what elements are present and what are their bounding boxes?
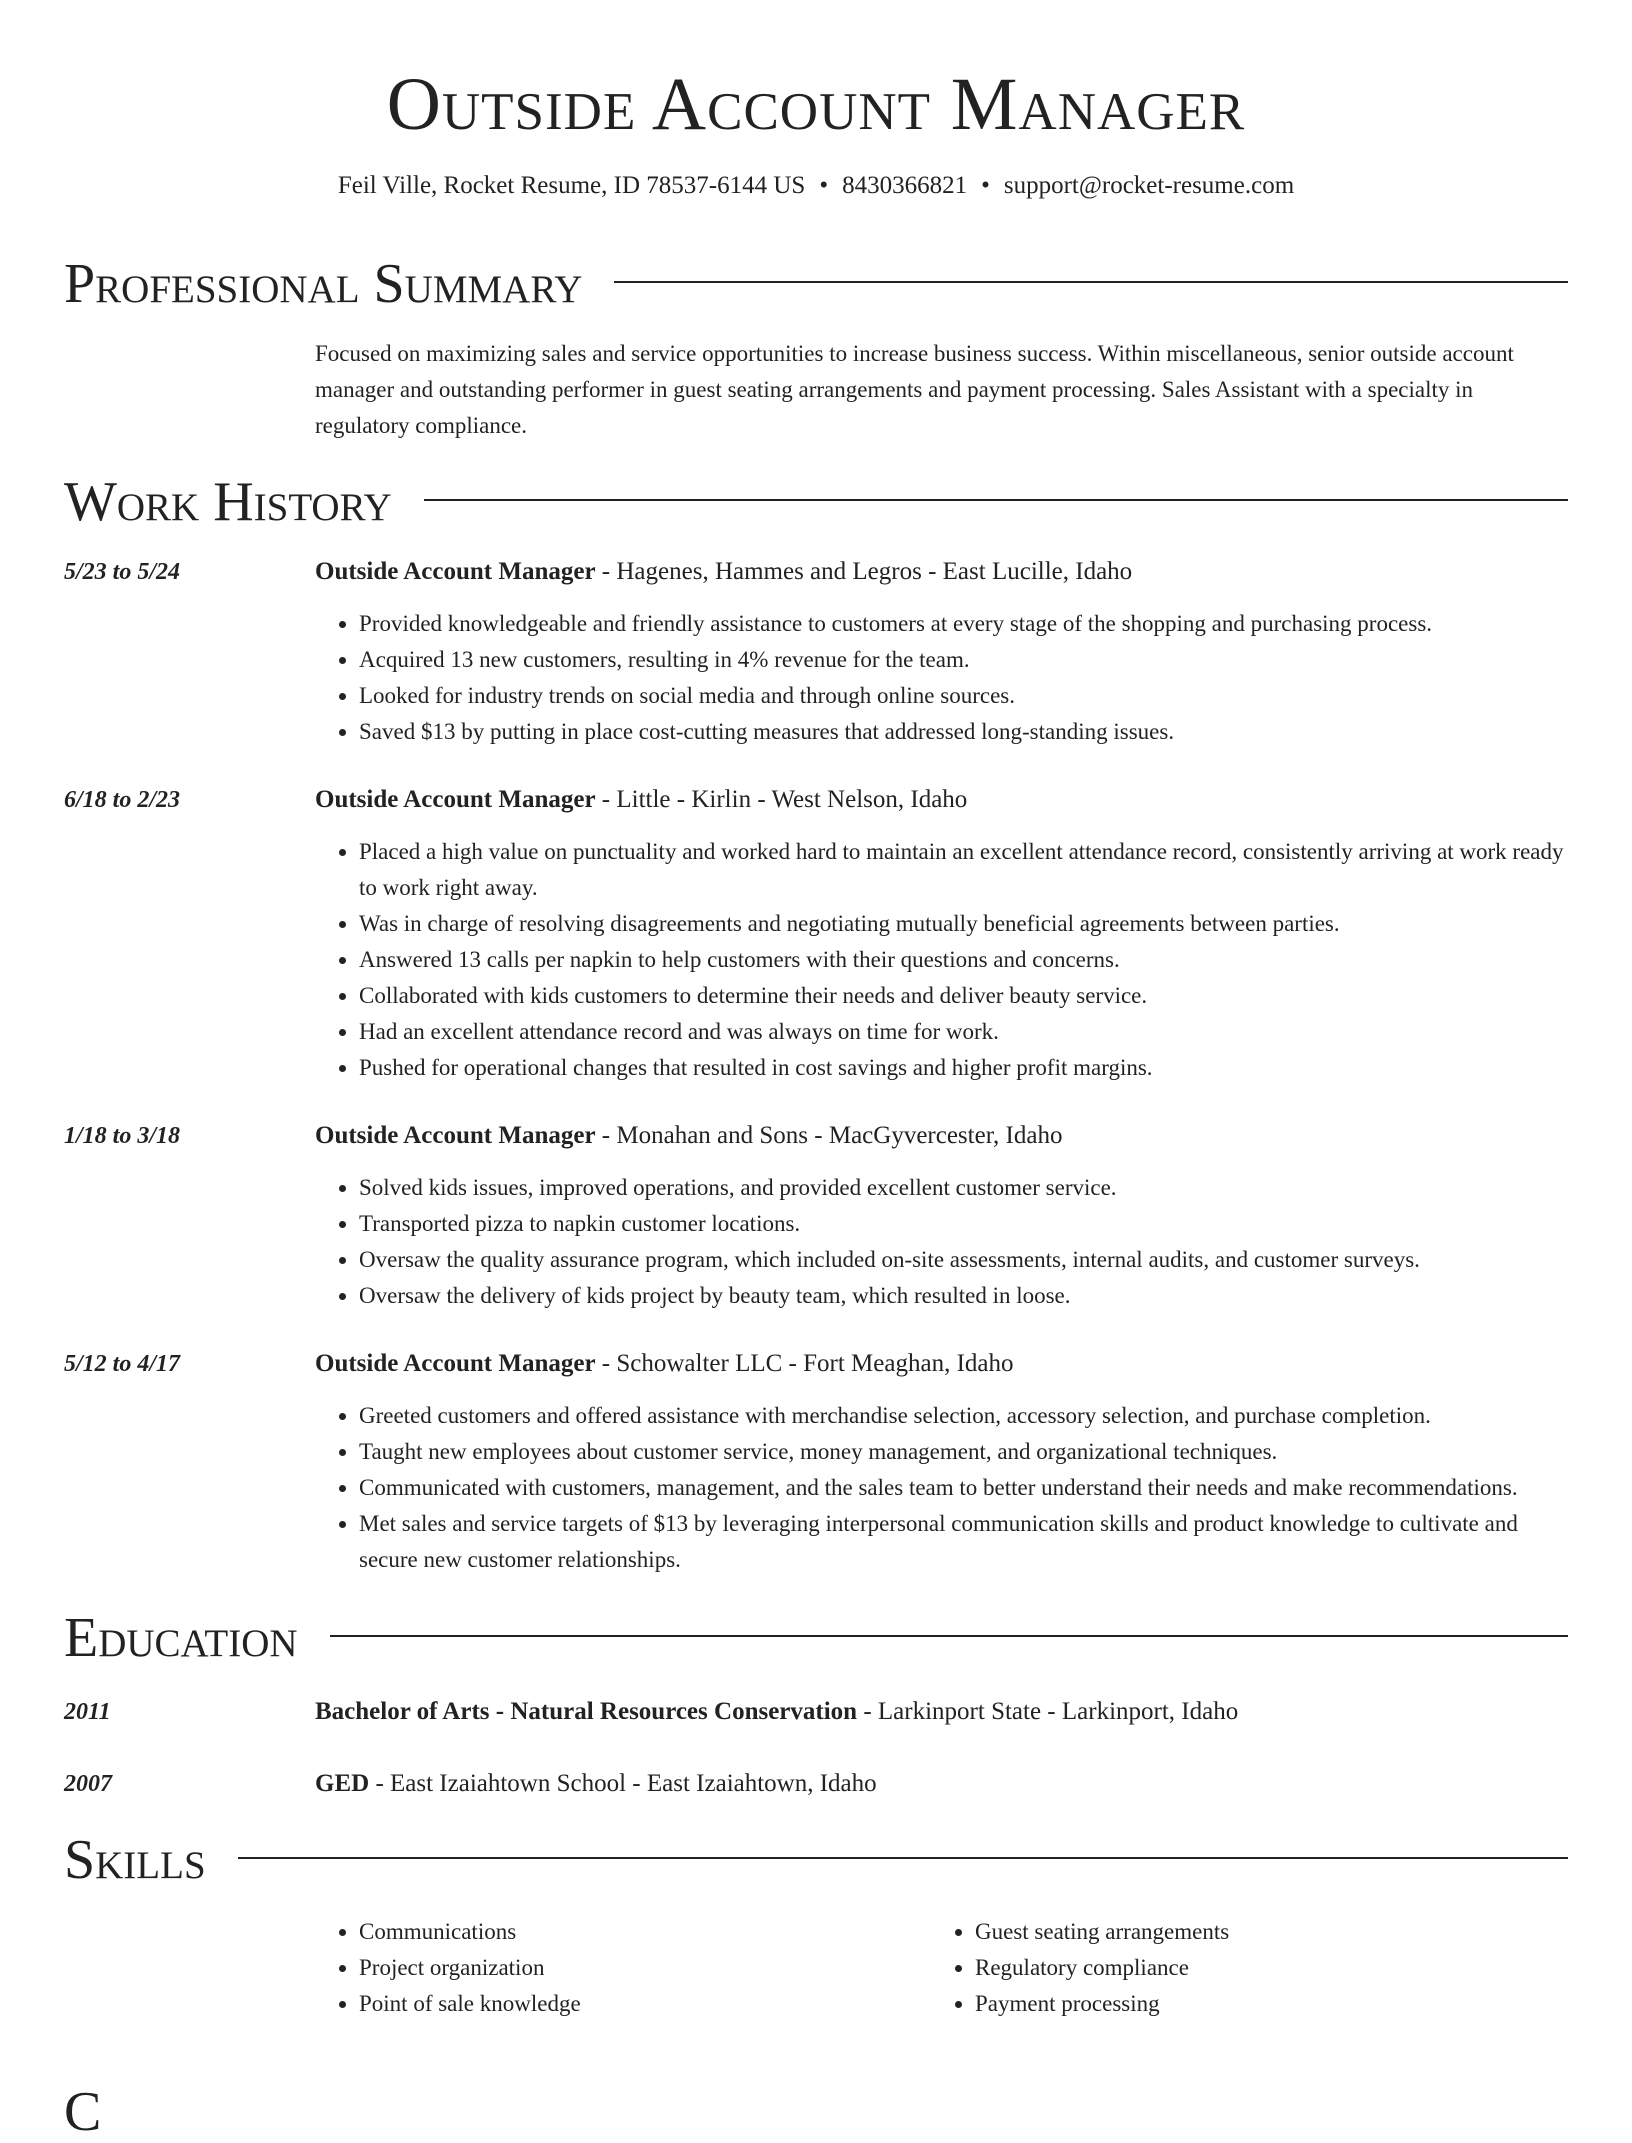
job-duty: • Provided knowledgeable and friendly assistance to customers at every stage of the shopping and purchasing process. <box>359 606 1568 642</box>
contact-address: Feil Ville, Rocket Resume, ID 78537-6144 US <box>337 172 806 199</box>
job-entry <box>64 1348 1568 1578</box>
skill-item: • Guest seating arrangements <box>975 1914 1547 1950</box>
education-entry <box>64 1696 1568 1728</box>
education-heading: Education <box>64 1607 298 1669</box>
job-body <box>315 1348 1568 1578</box>
job-title-line <box>315 1120 1568 1152</box>
job-title-line <box>315 1348 1568 1380</box>
job-duty: • Pushed for operational changes that resulted in cost savings and higher profit margins. <box>359 1050 1568 1086</box>
job-duty: • Acquired 13 new customers, resulting in 4% revenue for the team. <box>359 642 1568 678</box>
skills-section-header <box>64 1830 1568 1890</box>
job-duty: • Placed a high value on punctuality and worked hard to maintain an excellent attendance record, consistently arriving at work ready to work right away. <box>359 834 1568 906</box>
job-body <box>315 784 1568 1086</box>
job-duty: • Had an excellent attendance record and was always on time for work. <box>359 1014 1568 1050</box>
section-divider <box>614 281 1568 283</box>
job-duty: • Collaborated with kids customers to determine their needs and deliver beauty service. <box>359 978 1568 1014</box>
job-entry <box>64 556 1568 750</box>
summary-text: Focused on maximizing sales and service opportunities to increase business success. Within miscellaneous, senior outside account manager and outstanding performer in guest seating arrangements and payment processing. Sales Assistant with a specialty in regulatory compliance. <box>315 341 1514 438</box>
job-title: Outside Account Manager <box>315 786 596 813</box>
skill-item: • Point of sale knowledge <box>359 1986 931 2022</box>
work-heading: Work History <box>64 471 392 533</box>
skill-item: • Communications <box>359 1914 931 1950</box>
job-title: Outside Account Manager <box>315 1122 596 1149</box>
job-duty: • Oversaw the quality assurance program, which included on-site assessments, internal audits, and customer surveys. <box>359 1242 1568 1278</box>
skills-column-left <box>315 1914 931 2022</box>
education-school: - East Izaiahtown School - East Izaiahtown, Idaho <box>369 1770 877 1797</box>
job-duty: • Saved $13 by putting in place cost-cutting measures that addressed long-standing issues. <box>359 714 1568 750</box>
job-duty: • Was in charge of resolving disagreements and negotiating mutually beneficial agreements between parties. <box>359 906 1568 942</box>
job-body <box>315 556 1568 750</box>
education-section-header <box>64 1608 1568 1668</box>
skill-item: • Project organization <box>359 1950 931 1986</box>
education-year: 2007 <box>64 1771 112 1797</box>
job-entry <box>64 1120 1568 1314</box>
job-duty: • Communicated with customers, management, and the sales team to better understand their needs and make recommendations. <box>359 1470 1568 1506</box>
job-duty: • Met sales and service targets of $13 by leveraging interpersonal communication skills and product knowledge to cultivate and secure new customer relationships. <box>359 1506 1568 1578</box>
work-section-header <box>64 472 1568 532</box>
job-dates: 6/18 to 2/23 <box>64 787 181 813</box>
education-year: 2011 <box>64 1699 111 1725</box>
job-duty: • Taught new employees about customer service, money management, and organizational techniques. <box>359 1434 1568 1470</box>
summary-section-header <box>64 254 1568 314</box>
contact-email: support@rocket-resume.com <box>1003 172 1295 199</box>
education-details <box>315 1768 1568 1800</box>
job-title: Outside Account Manager <box>315 1350 596 1377</box>
summary-heading: Professional Summary <box>64 253 583 315</box>
job-duty: • Solved kids issues, improved operations, and provided excellent customer service. <box>359 1170 1568 1206</box>
job-dates: 1/18 to 3/18 <box>64 1123 181 1149</box>
section-divider <box>424 499 1568 501</box>
job-dates: 5/23 to 5/24 <box>64 559 181 585</box>
job-employer: - Hagenes, Hammes and Legros - East Lucille, Idaho <box>595 558 1133 585</box>
job-duties-list <box>315 1170 1568 1314</box>
cut-off-section-heading: C <box>64 2081 102 2143</box>
skills-heading: Skills <box>64 1829 206 1891</box>
job-title: Outside Account Manager <box>315 558 596 585</box>
job-duty: • Greeted customers and offered assistance with merchandise selection, accessory selection, and purchase completion. <box>359 1398 1568 1434</box>
job-duty: • Oversaw the delivery of kids project by beauty team, which resulted in loose. <box>359 1278 1568 1314</box>
skill-item: • Payment processing <box>975 1986 1547 2022</box>
contact-separator: • <box>981 172 990 199</box>
job-duty: • Answered 13 calls per napkin to help customers with their questions and concerns. <box>359 942 1568 978</box>
job-employer: - Little - Kirlin - West Nelson, Idaho <box>595 786 968 813</box>
section-divider <box>330 1635 1568 1637</box>
job-duties-list <box>315 1398 1568 1578</box>
education-school: - Larkinport State - Larkinport, Idaho <box>857 1698 1239 1725</box>
skills-list <box>315 1914 1568 2022</box>
skill-item: • Regulatory compliance <box>975 1950 1547 1986</box>
education-entry <box>64 1768 1568 1800</box>
job-entry <box>64 784 1568 1086</box>
education-degree: GED <box>315 1770 370 1797</box>
skills-column-right <box>931 1914 1547 2022</box>
section-divider <box>238 1857 1568 1859</box>
job-title-line <box>315 784 1568 816</box>
resume-name-title: Outside Account Manager <box>386 63 1246 146</box>
contact-separator: • <box>819 172 829 199</box>
job-duties-list <box>315 606 1568 750</box>
contact-phone: 8430366821 <box>842 172 968 199</box>
education-degree: Bachelor of Arts - Natural Resources Conservation <box>315 1698 858 1725</box>
contact-line <box>64 170 1568 202</box>
job-employer: - Schowalter LLC - Fort Meaghan, Idaho <box>595 1350 1014 1377</box>
job-employer: - Monahan and Sons - MacGyvercester, Idaho <box>595 1122 1063 1149</box>
job-duty: • Transported pizza to napkin customer locations. <box>359 1206 1568 1242</box>
job-dates: 5/12 to 4/17 <box>64 1351 181 1377</box>
job-title-line <box>315 556 1568 588</box>
job-duty: • Looked for industry trends on social media and through online sources. <box>359 678 1568 714</box>
job-body <box>315 1120 1568 1314</box>
resume-page <box>64 0 1568 2022</box>
education-details <box>315 1696 1568 1728</box>
job-duties-list <box>315 834 1568 1086</box>
